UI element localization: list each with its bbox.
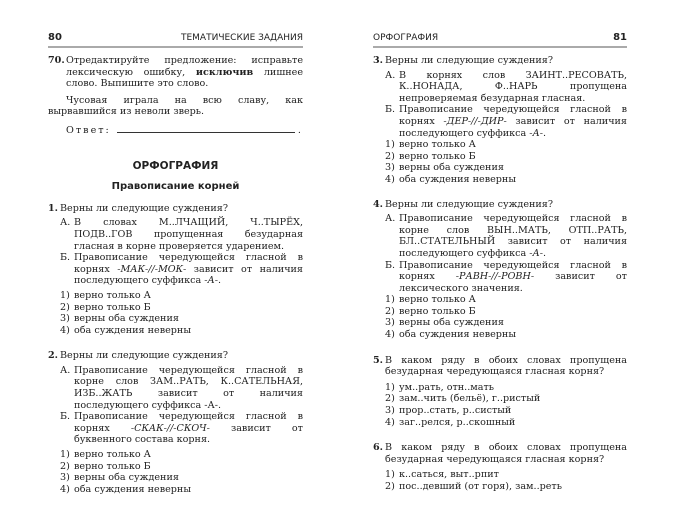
answer-option[interactable]: 3) верны оба суждения [60, 313, 179, 325]
page-header [373, 32, 627, 48]
left-page [48, 0, 303, 523]
answer-option[interactable]: 3) прор..стать, р..систый [385, 405, 512, 417]
question-prompt: В каком ряду в обоих словах пропущена безударная чередующаяся гласная корня? [385, 442, 627, 465]
question-prompt: Верны ли следующие суждения? [385, 198, 553, 210]
answer-option[interactable]: 1) верно только А [385, 139, 476, 151]
question-prompt: Верны ли следующие суждения? [60, 350, 228, 362]
answer-option[interactable]: 1) верно только А [60, 449, 151, 461]
task-instruction: Отредактируйте предложение: исправьте лексическую ошибку, исключив лишнее слово. Выпишите это слово. [66, 55, 303, 90]
answer-line[interactable] [117, 124, 295, 133]
answer-option[interactable]: 1) верно только А [385, 294, 476, 306]
question-6 [373, 442, 627, 465]
question-4 [373, 199, 627, 211]
question-prompt: Верны ли следующие суждения? [60, 202, 228, 214]
answer-option[interactable]: 3) верны оба суждения [385, 317, 504, 329]
task-70 [48, 55, 303, 95]
question-3 [373, 55, 627, 67]
answer-field[interactable] [48, 124, 303, 137]
statement-b: Б. Правописание чередующейся гласной в корнях -МАК-//-МОК- зависит от наличия последующего суффикса -А-. [60, 252, 303, 287]
running-head: ТЕМАТИЧЕСКИЕ ЗАДАНИЯ [180, 33, 303, 43]
page-number: 80 [48, 32, 62, 43]
answer-option[interactable]: 2) верно только Б [60, 301, 151, 313]
page-number: 81 [613, 32, 627, 43]
statement-a: А. Правописание чередующейся гласной в корне слов ВЫН..МАТЬ, ОТП..РАТЬ, БЛ..СТАТЕЛЬНЫЙ зависит от наличия последующего суффикса -А-. [385, 213, 627, 259]
answer-option[interactable]: 2) верно только Б [60, 460, 151, 472]
question-5 [373, 355, 627, 378]
section-title: ОРФОГРАФИЯ [132, 159, 219, 172]
answer-option[interactable]: 1) ум..рать, отн..мать [385, 381, 494, 393]
answer-option[interactable]: 2) верно только Б [385, 305, 476, 317]
task-sentence: Чусовая играла на всю славу, как вырвавшийся из неволи зверь. [48, 94, 303, 118]
question-1 [48, 203, 303, 215]
answer-option[interactable]: 4) заг..релся, р..скошный [385, 416, 516, 428]
answer-option[interactable]: 2) верно только Б [385, 150, 476, 162]
question-prompt: Верны ли следующие суждения? [385, 55, 553, 66]
question-prompt: В каком ряду в обоих словах пропущена безударная чередующаяся гласная корня? [385, 354, 627, 378]
task-number: 70. [48, 55, 65, 66]
answer-option[interactable]: 4) оба суждения неверны [385, 173, 516, 185]
question-number: 5. [373, 354, 384, 366]
subsection-title: Правописание корней [111, 181, 240, 193]
answer-option[interactable]: 3) верны оба суждения [385, 162, 504, 174]
answer-option[interactable]: 4) оба суждения неверны [60, 483, 191, 495]
question-number: 6. [373, 442, 384, 454]
question-number: 1. [48, 202, 59, 214]
answer-option[interactable]: 2) пос..девший (от горя), зам..реть [385, 481, 562, 492]
answer-option[interactable]: 2) зам..чить (бельё), г..ристый [385, 393, 541, 405]
answer-option[interactable]: 4) оба суждения неверны [60, 324, 191, 336]
question-number: 2. [48, 350, 59, 362]
question-2 [48, 350, 303, 362]
statement-a: А. Правописание чередующейся гласной в корне слов ЗАМ..РАТЬ, К..САТЕЛЬНАЯ, ИЗБ..ЖАТЬ зависит от наличия последующего суффикса -А-. [60, 364, 303, 411]
statement-b: Б. Правописание чередующейся гласной в корнях -ДЕР-//-ДИР- зависит от наличия последующего суффикса -А-. [385, 104, 627, 139]
question-number: 4. [373, 198, 384, 210]
statement-a: А. В словах М..ЛЧАЩИЙ, Ч..ТЫРЁХ, ПОДВ..ГОВ пропущенная безударная гласная в корне проверяется ударением. [60, 217, 303, 252]
statement-b: Б. Правописание чередующейся гласной в корнях -РАВН-//-РОВН- зависит от лексического значения. [385, 259, 627, 294]
question-number: 3. [373, 55, 384, 66]
answer-option[interactable]: 1) к..саться, выт..рпит [385, 469, 499, 481]
answer-end: . [297, 124, 301, 136]
answer-option[interactable]: 1) верно только А [60, 289, 151, 301]
page-header [48, 32, 303, 48]
running-head: ОРФОГРАФИЯ [373, 33, 439, 43]
answer-label: Ответ: [66, 124, 111, 136]
answer-option[interactable]: 3) верны оба суждения [60, 472, 179, 484]
right-page [373, 0, 627, 523]
statement-b: Б. Правописание чередующейся гласной в корнях -СКАК-//-СКОЧ- зависит от буквенного состава корня. [60, 411, 303, 446]
statement-a: А. В корнях слов ЗАИНТ..РЕСОВАТЬ, К..НОНАДА, Ф..НАРЬ пропущена непроверяемая безударная гласная. [385, 69, 627, 104]
answer-option[interactable]: 4) оба суждения неверны [385, 329, 516, 341]
